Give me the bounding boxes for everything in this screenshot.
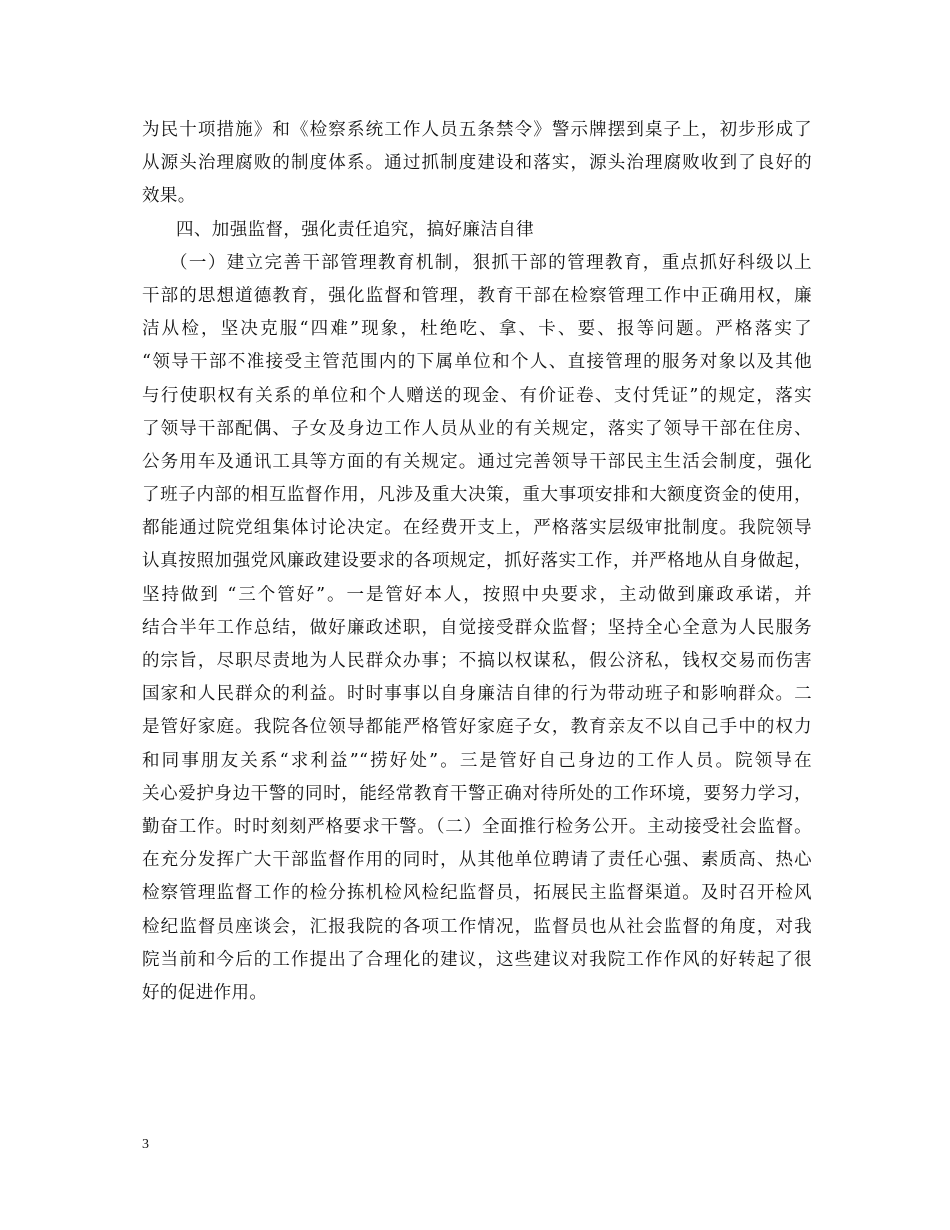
text-line: 了班子内部的相互监督作用，凡涉及重大决策，重大事项安排和大额度资金的使用， [142, 485, 812, 506]
text-line: 国家和人民群众的利益。时时事事以自身廉洁自律的行为带动班子和影响群众。二 [142, 684, 812, 705]
text-line: 结合半年工作总结，做好廉政述职，自觉接受群众监督；坚持全心全意为人民服务 [142, 617, 812, 638]
page-number: 3 [142, 1137, 149, 1152]
text-line: 和同事朋友关系“求利益”“捞好处”。三是管好自己身边的工作人员。院领导在 [142, 750, 812, 771]
text-line: 检察管理监督工作的检分拣机检风检纪监督员，拓展民主监督渠道。及时召开检风 [142, 883, 812, 904]
text-line: 干部的思想道德教育，强化监督和管理，教育干部在检察管理工作中正确用权，廉 [142, 285, 812, 306]
text-line: 与行使职权有关系的单位和个人赠送的现金、有价证卷、支付凭证”的规定，落实 [142, 385, 812, 406]
text-line: 院当前和今后的工作提出了合理化的建议，这些建议对我院工作作风的好转起了很 [142, 949, 812, 970]
text-line: 从源头治理腐败的制度体系。通过抓制度建设和落实，源头治理腐败收到了良好的 [142, 153, 812, 174]
text-line: 都能通过院党组集体讨论决定。在经费开支上，严格落实层级审批制度。我院领导 [142, 518, 812, 539]
text-line: 关心爱护身边干警的同时，能经常教育干警正确对待所处的工作环境，要努力学习， [142, 783, 812, 804]
text-line: 了领导干部配偶、子女及身边工作人员从业的有关规定，落实了领导干部在住房、 [142, 418, 812, 439]
paragraph-start-line: （一）建立完善干部管理教育机制，狠抓干部的管理教育，重点抓好科级以上 [170, 252, 812, 273]
text-line: 为民十项措施》和《检察系统工作人员五条禁令》警示牌摆到桌子上，初步形成了 [142, 120, 812, 140]
section-heading: 四、加强监督，强化责任追究，搞好廉洁自律 [176, 219, 534, 240]
text-line: 是管好家庭。我院各位领导都能严格管好家庭子女，教育亲友不以自己手中的权力 [142, 717, 812, 738]
text-line: “领导干部不准接受主管范围内的下属单位和个人、直接管理的服务对象以及其他 [142, 352, 812, 373]
text-line: 好的促进作用。 [142, 982, 268, 1003]
text-line: 坚持做到 “三个管好”。一是管好本人，按照中央要求，主动做到廉政承诺，并 [142, 584, 812, 605]
text-line: 公务用车及通讯工具等方面的有关规定。通过完善领导干部民主生活会制度，强化 [142, 451, 812, 472]
text-line: 洁从检，坚决克服“四难”现象，杜绝吃、拿、卡、要、报等问题。严格落实了 [142, 319, 812, 340]
text-line: 勤奋工作。时时刻刻严格要求干警。（二）全面推行检务公开。主动接受社会监督。 [142, 816, 812, 837]
text-line: 在充分发挥广大干部监督作用的同时，从其他单位聘请了责任心强、素质高、热心 [142, 850, 812, 871]
text-line: 的宗旨，尽职尽责地为人民群众办事；不搞以权谋私，假公济私，钱权交易而伤害 [142, 651, 812, 671]
text-line: 检纪监督员座谈会，汇报我院的各项工作情况，监督员也从社会监督的角度，对我 [142, 916, 812, 937]
text-line: 效果。 [142, 186, 196, 207]
text-line: 认真按照加强党风廉政建设要求的各项规定，抓好落实工作，并严格地从自身做起， [142, 551, 812, 572]
document-body [142, 114, 812, 1010]
